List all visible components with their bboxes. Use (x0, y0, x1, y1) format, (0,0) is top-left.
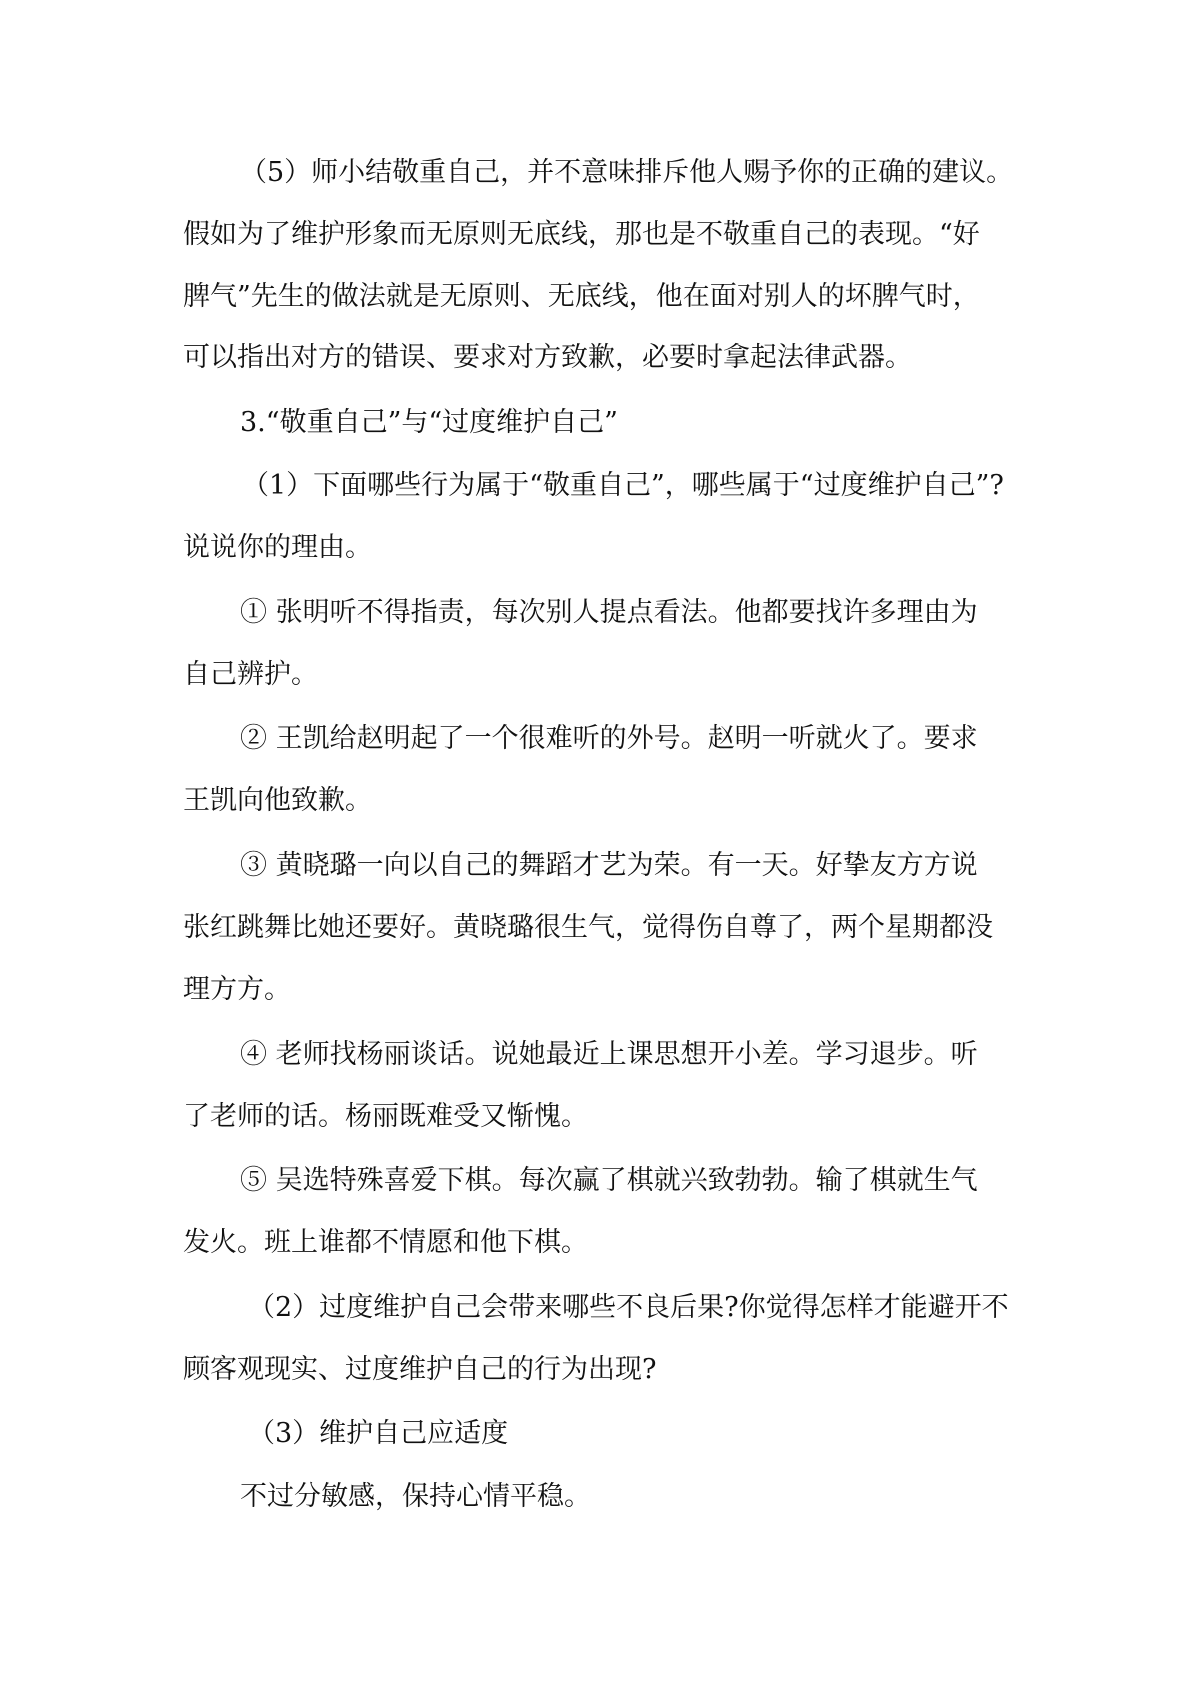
section-heading: 3.“敬重自己”与“过度维护自己” (240, 407, 618, 438)
question-line: （2）过度维护自己会带来哪些不良后果?你觉得怎样才能避开不 (248, 1292, 1009, 1323)
paragraph-line: 脾气”先生的做法就是无原则、无底线，他在面对别人的坏脾气时， (183, 281, 980, 312)
list-item-line: 了老师的话。杨丽既难受又惭愧。 (183, 1101, 588, 1132)
paragraph-line: 假如为了维护形象而无原则无底线，那也是不敬重自己的表现。“好 (183, 219, 980, 250)
subheading-line: （3）维护自己应适度 (248, 1418, 509, 1449)
list-item-line: ② 王凯给赵明起了一个很难听的外号。赵明一听就火了。要求 (240, 723, 978, 754)
list-item-line: 张红跳舞比她还要好。黄晓璐很生气，觉得伤自尊了，两个星期都没 (183, 912, 993, 943)
list-item-line: 自己辨护。 (183, 659, 318, 690)
list-item-line: 发火。班上谁都不情愿和他下棋。 (183, 1227, 588, 1258)
list-item-line: ③ 黄晓璐一向以自己的舞蹈才艺为荣。有一天。好挚友方方说 (240, 850, 978, 881)
list-item-line: ④ 老师找杨丽谈话。说她最近上课思想开小差。学习退步。听 (240, 1039, 978, 1070)
list-item-line: ⑤ 吴选特殊喜爱下棋。每次赢了棋就兴致勃勃。输了棋就生气 (240, 1165, 978, 1196)
paragraph-line: 不过分敏感，保持心情平稳。 (240, 1481, 591, 1512)
question-line: （1）下面哪些行为属于“敬重自己”，哪些属于“过度维护自己”? (242, 470, 1004, 501)
list-item-line: ① 张明听不得指责，每次别人提点看法。他都要找许多理由为 (240, 597, 978, 628)
paragraph-line: 可以指出对方的错误、要求对方致歉，必要时拿起法律武器。 (183, 342, 912, 373)
paragraph-line: （5）师小结敬重自己，并不意味排斥他人赐予你的正确的建议。 (240, 157, 1014, 188)
list-item-line: 王凯向他致歉。 (183, 785, 372, 816)
list-item-line: 理方方。 (183, 974, 291, 1005)
question-line: 顾客观现实、过度维护自己的行为出现? (183, 1354, 657, 1385)
question-line: 说说你的理由。 (183, 532, 372, 563)
